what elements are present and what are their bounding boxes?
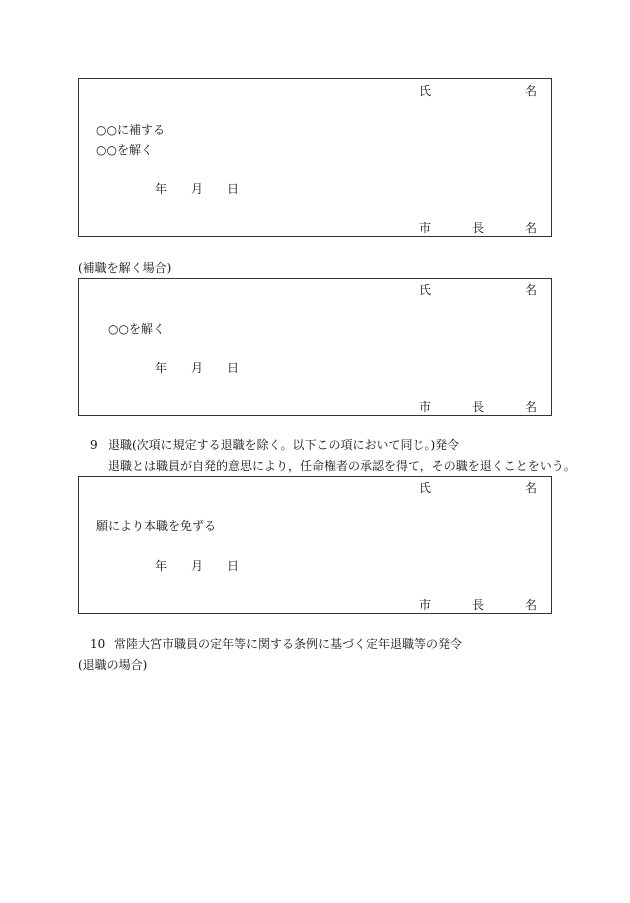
- date-month: 月: [191, 361, 204, 375]
- date-year: 年: [155, 361, 168, 375]
- name-label-surname: 氏: [419, 481, 432, 495]
- name-label-given: 名: [525, 481, 538, 495]
- signature-city: 市: [419, 221, 432, 235]
- section-number: 10: [90, 637, 106, 651]
- section-caption: (補職を解く場合): [78, 261, 172, 275]
- section-heading: 常陸大宮市職員の定年等に関する条例に基づく定年退職等の発令: [114, 637, 463, 651]
- name-label-surname: 氏: [419, 84, 432, 98]
- date-day: 日: [227, 182, 240, 196]
- date-year: 年: [155, 182, 168, 196]
- name-label-given: 名: [525, 283, 538, 297]
- name-label-given: 名: [525, 84, 538, 98]
- section-number: 9: [90, 438, 98, 452]
- signature-city: 市: [419, 400, 432, 414]
- signature-chief: 長: [472, 400, 485, 414]
- notice-box-appointment: [78, 78, 552, 237]
- notice-line: ○○を解く: [96, 143, 153, 157]
- signature-name: 名: [525, 400, 538, 414]
- date-day: 日: [227, 361, 240, 375]
- notice-box-release: [78, 278, 552, 416]
- date-month: 月: [191, 559, 204, 573]
- signature-chief: 長: [472, 598, 485, 612]
- signature-name: 名: [525, 598, 538, 612]
- section-heading: 退職(次項に規定する退職を除く。以下この項において同じ。)発令: [108, 438, 460, 452]
- date-day: 日: [227, 559, 240, 573]
- date-month: 月: [191, 182, 204, 196]
- notice-line: ○○に補する: [96, 123, 165, 137]
- section-caption: (退職の場合): [78, 658, 148, 672]
- signature-chief: 長: [472, 221, 485, 235]
- notice-line: ○○を解く: [108, 322, 165, 336]
- date-year: 年: [155, 559, 168, 573]
- section-description: 退職とは職員が自発的意思により，任命権者の承認を得て，その職を退くことをいう。: [108, 459, 576, 473]
- signature-city: 市: [419, 598, 432, 612]
- notice-line: 願により本職を免ずる: [96, 519, 217, 533]
- signature-name: 名: [525, 221, 538, 235]
- notice-box-resignation: [78, 476, 552, 614]
- name-label-surname: 氏: [419, 283, 432, 297]
